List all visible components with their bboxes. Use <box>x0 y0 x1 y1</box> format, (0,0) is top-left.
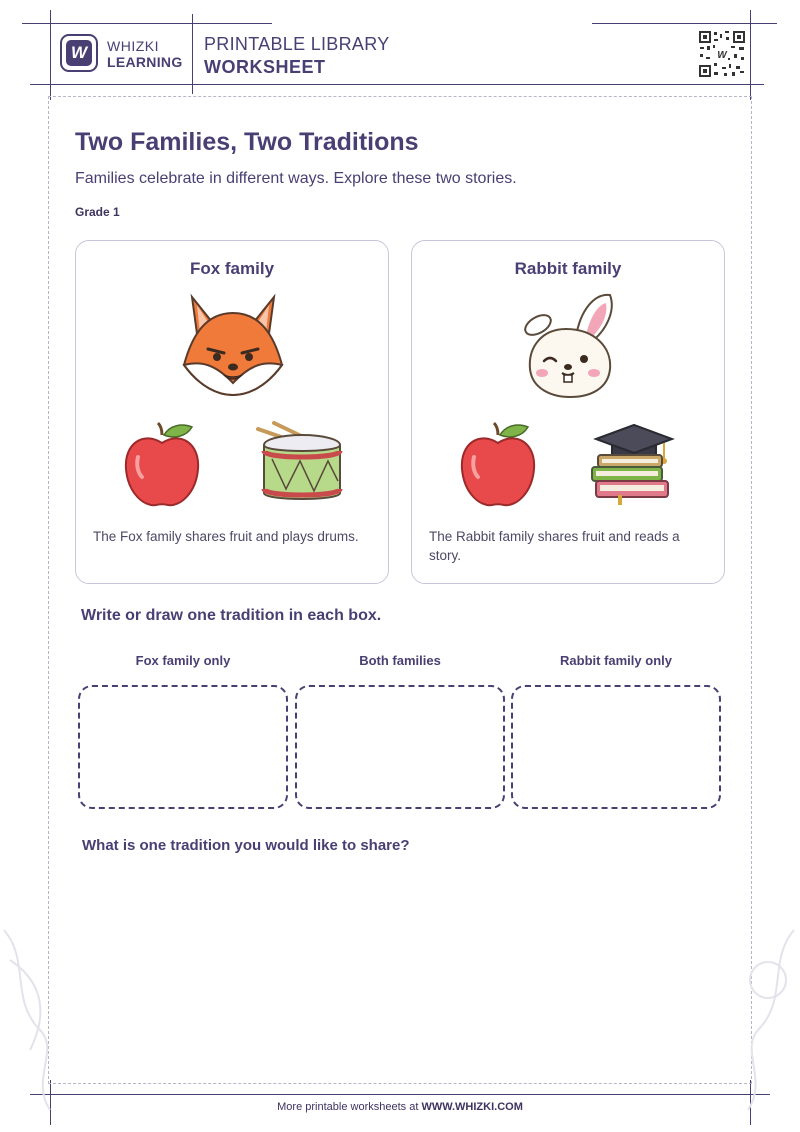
rabbit-face-icon <box>514 291 624 399</box>
answer-box-fox-only[interactable] <box>78 685 288 809</box>
brand-name-bottom: LEARNING <box>107 54 183 70</box>
worksheet-title: Two Families, Two Traditions <box>75 128 419 156</box>
fox-family-text: The Fox family shares fruit and plays drums. <box>93 529 359 544</box>
apple-icon <box>122 421 202 509</box>
fox-family-card <box>75 240 389 584</box>
fox-face-icon <box>178 291 288 399</box>
books-graduation-cap-icon <box>588 419 680 511</box>
frame-line-header-bottom <box>30 84 764 85</box>
brand-logo <box>60 34 98 72</box>
brand-name-top: WHIZKI <box>107 38 159 54</box>
footer-text <box>0 1101 800 1113</box>
logo-letter: W <box>66 40 92 66</box>
task-instruction: Write or draw one tradition in each box. <box>81 607 382 624</box>
apple-icon <box>458 421 538 509</box>
drum-icon <box>252 419 344 509</box>
column-heading-fox-only: Fox family only <box>135 653 231 668</box>
decorative-sketch-icon <box>0 920 80 1120</box>
reflection-question: What is one tradition you would like to share? <box>82 837 410 854</box>
rabbit-family-title: Rabbit family <box>514 259 622 278</box>
qr-code-icon <box>698 30 746 78</box>
header-title-line1: PRINTABLE LIBRARY <box>204 34 390 54</box>
grade-label: Grade 1 <box>75 205 120 219</box>
svg-text:W: W <box>717 50 727 61</box>
frame-line-header-divider <box>192 14 193 94</box>
rabbit-family-text: The Rabbit family shares fruit and reads a story. <box>429 529 680 563</box>
rabbit-family-card <box>411 240 725 584</box>
frame-line-footer <box>30 1094 770 1095</box>
answer-box-both[interactable] <box>295 685 505 809</box>
footer-site-link[interactable]: WWW.WHIZKI.COM <box>421 1101 523 1113</box>
column-heading-rabbit-only: Rabbit family only <box>560 653 672 668</box>
header-title-line2: WORKSHEET <box>204 57 326 77</box>
decorative-sketch-icon <box>728 920 800 1120</box>
column-heading-both: Both families <box>359 653 441 668</box>
fox-family-title: Fox family <box>189 259 275 278</box>
answer-box-rabbit-only[interactable] <box>511 685 721 809</box>
footer-prefix: More printable worksheets at <box>277 1101 422 1113</box>
frame-line-top-left <box>22 23 272 24</box>
worksheet-subtitle: Families celebrate in different ways. Explore these two stories. <box>75 170 517 187</box>
frame-line-left <box>50 10 51 100</box>
frame-line-right <box>750 10 751 100</box>
